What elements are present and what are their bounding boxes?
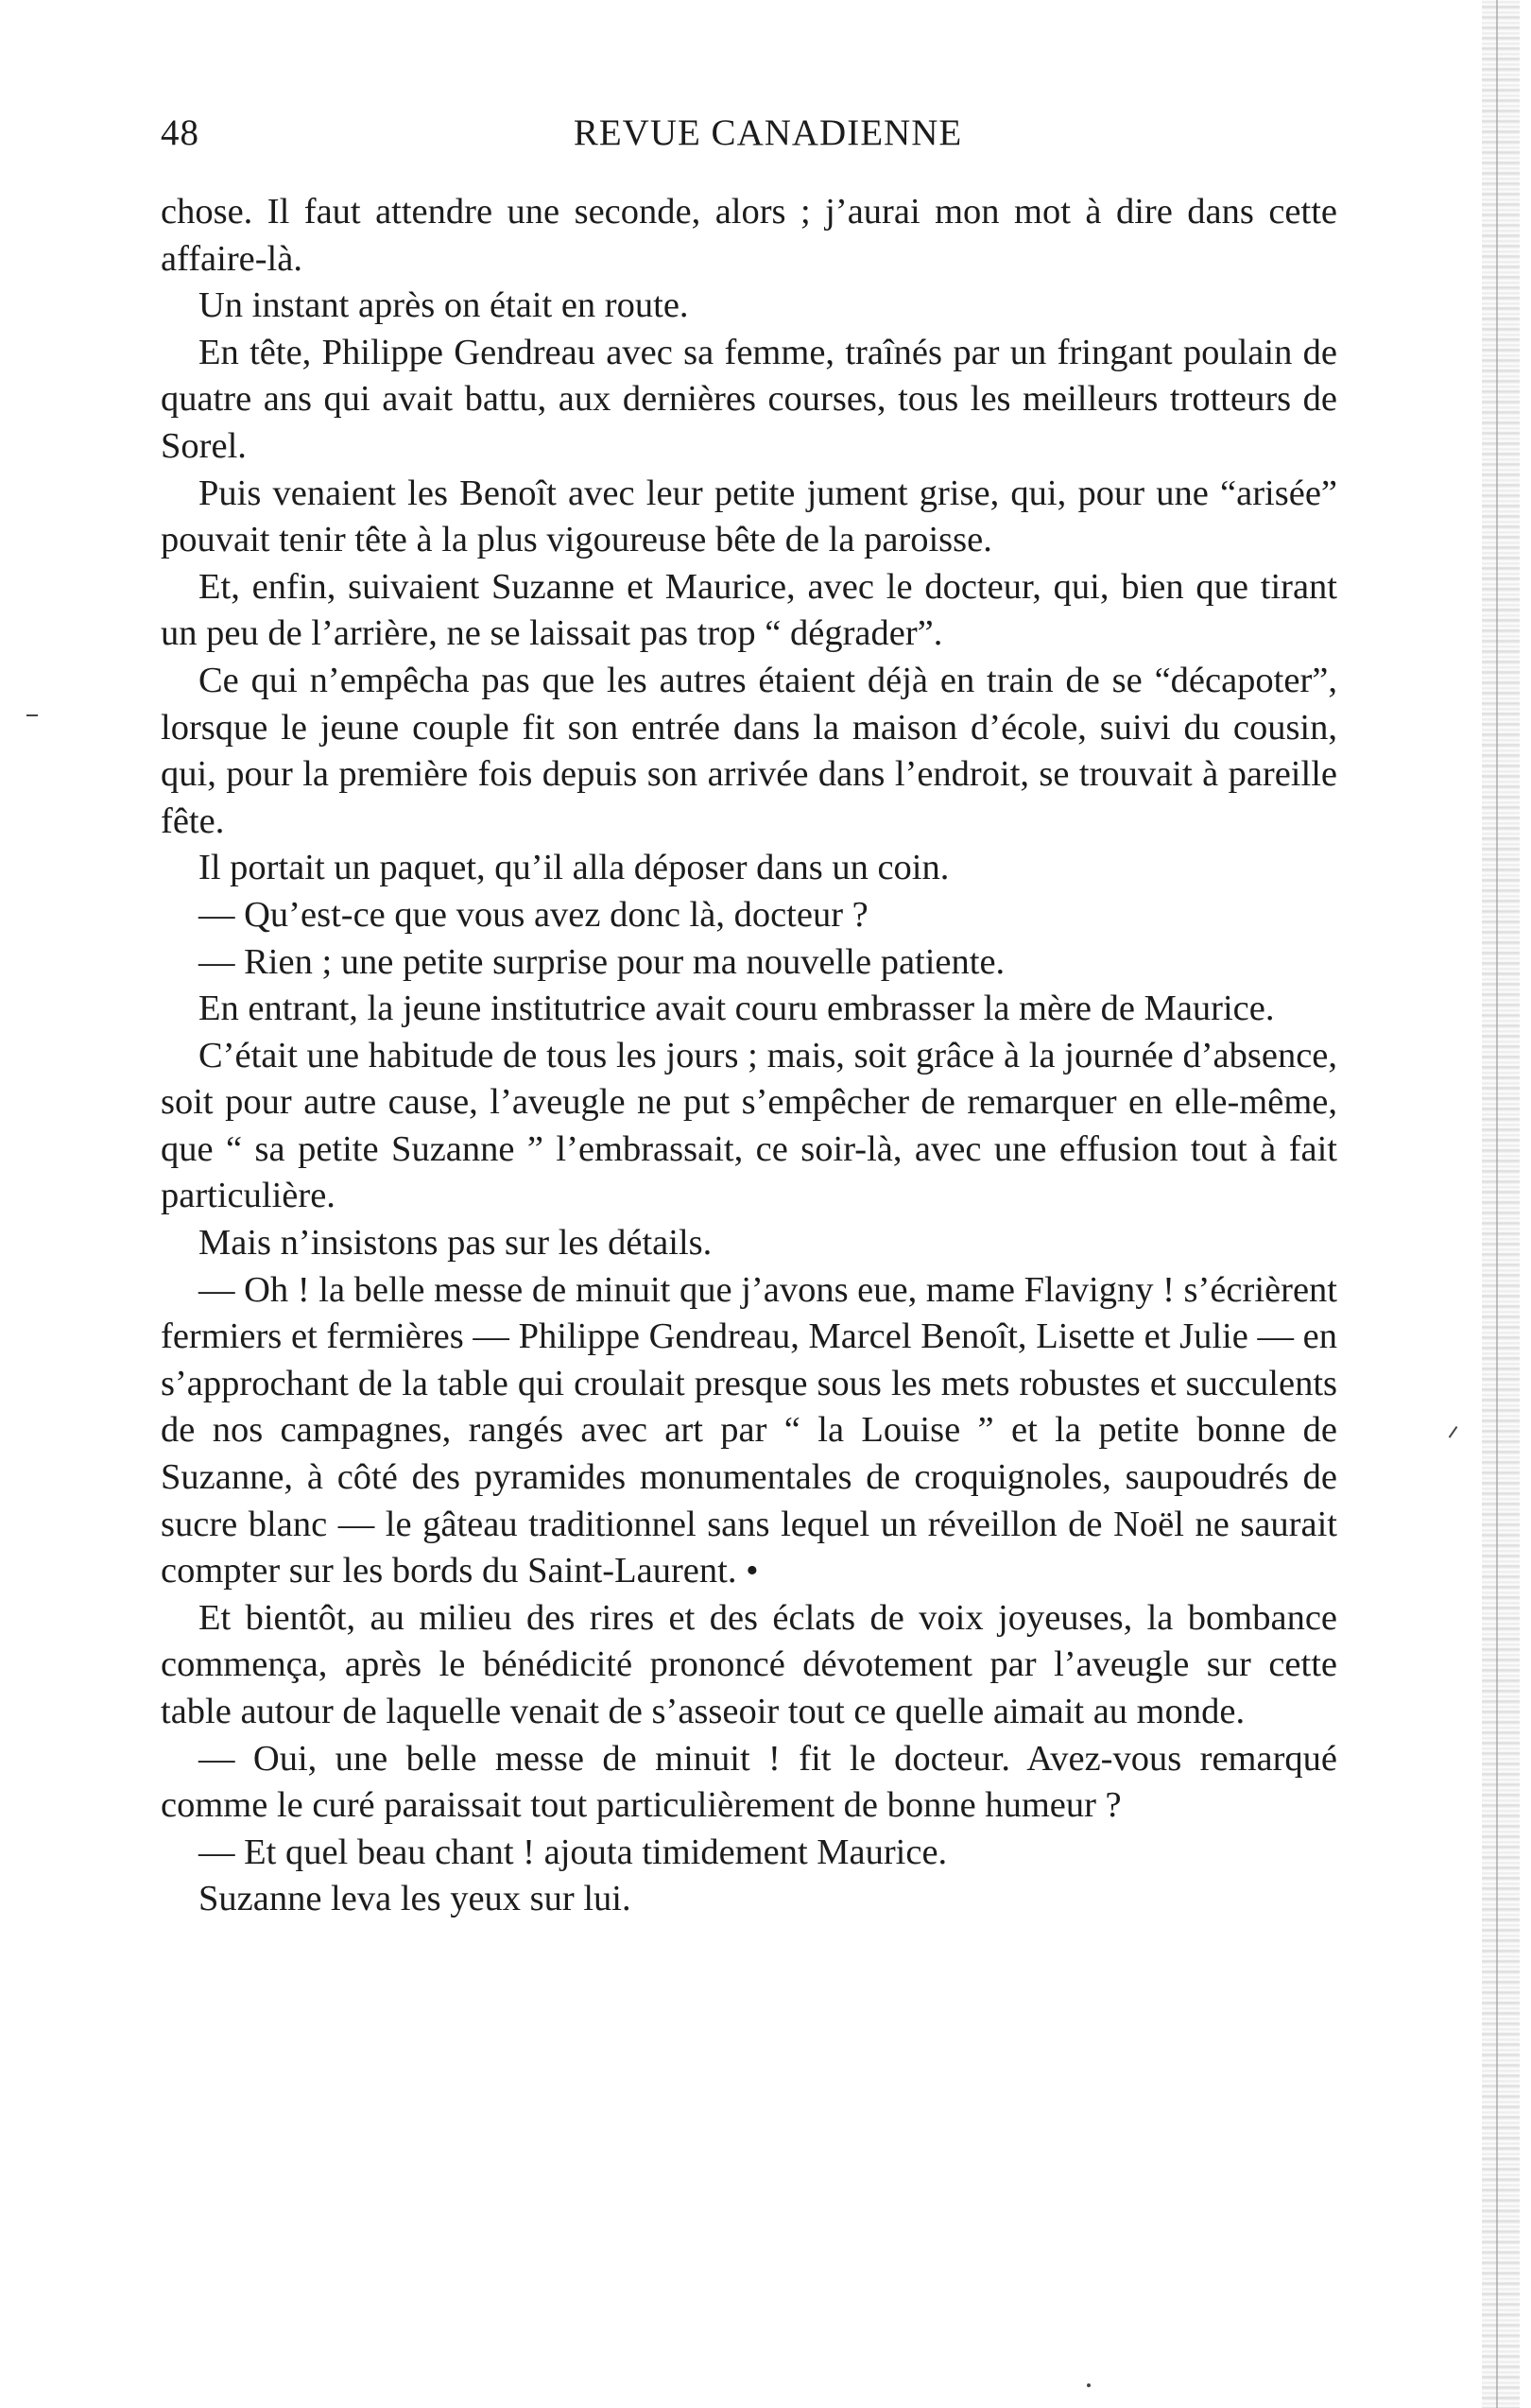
dialogue-line: — Qu’est-ce que vous avez donc là, docteur ? [198, 894, 869, 935]
paragraph: En tête, Philippe Gendreau avec sa femme, traînés par un fringant poulain de quatre ans qui avait battu, aux dernières courses, tous les meilleurs trotteurs de Sorel. [161, 332, 1337, 466]
stray-mark-left [26, 714, 38, 716]
paragraph: Mais n’insistons pas sur les détails. [198, 1223, 713, 1264]
paragraph: Il portait un paquet, qu’il alla déposer dans un coin. [198, 848, 950, 888]
paragraph: Et bientôt, au milieu des rires et des éclats de voix joyeuses, la bombance commença, après le bénédicité prononcé dévotement par l’aveugle sur cette table autour de laquelle venait de s’asseoir tout ce quelle aimait au monde. [161, 1597, 1337, 1731]
journal-title: REVUE CANADIENNE [573, 112, 963, 153]
running-head [161, 112, 1337, 159]
paragraph-continued: chose. Il faut attendre une seconde, alors ; j’aurai mon mot à dire dans cette affaire-là. [161, 192, 1337, 279]
body-text [161, 189, 1337, 1923]
stray-mark-right [1449, 1426, 1463, 1441]
stray-mark-bottom [1087, 2383, 1091, 2387]
scan-edge-noise [1482, 0, 1520, 2408]
paragraph: Ce qui n’empêcha pas que les autres étaient déjà en train de se “décapoter”, lorsque le jeune couple fit son entrée dans la maison d’école, suivi du cousin, qui, pour la première fois depuis son arrivée dans l’endroit, se trouvait à pareille fête. [161, 660, 1337, 841]
page-number: 48 [161, 112, 199, 153]
dialogue-line: — Rien ; une petite surprise pour ma nouvelle patiente. [198, 941, 1006, 982]
dialogue-line: — Oh ! la belle messe de minuit que j’avons eue, mame Flavigny ! s’écrièrent fermiers et fermières — Philippe Gendreau, Marcel Benoît, Lisette et Julie — en s’approchant de la table qui croulait presque sous les mets robustes et succulents de nos campagnes, rangés avec art par “ la Louise ” et la petite bonne de Suzanne, à côté des pyramides monumentales de croquignoles, saupoudrés de sucre blanc — le gâteau traditionnel sans lequel un réveillon de Noël ne saurait compter sur les bords du Saint-Laurent. • [161, 1269, 1337, 1591]
paragraph: Puis venaient les Benoît avec leur petite jument grise, qui, pour une “arisée” pouvait tenir tête à la plus vigoureuse bête de la paroisse. [161, 473, 1337, 560]
dialogue-line: — Et quel beau chant ! ajouta timidement Maurice. [198, 1832, 948, 1872]
paragraph: En entrant, la jeune institutrice avait couru embrasser la mère de Maurice. [198, 989, 1275, 1029]
dialogue-line: — Oui, une belle messe de minuit ! fit le docteur. Avez-vous remarqué comme le curé paraissait tout particulièrement de bonne humeur ? [161, 1738, 1337, 1826]
paragraph: Un instant après on était en route. [198, 285, 689, 326]
paragraph: Suzanne leva les yeux sur lui. [198, 1879, 631, 1919]
paragraph: C’était une habitude de tous les jours ; mais, soit grâce à la journée d’absence, soit pour autre cause, l’aveugle ne put s’empêcher de remarquer en elle-même, que “ sa petite Suzanne ” l’embrassait, ce soir-là, avec une effusion tout à fait particulière. [161, 1035, 1337, 1216]
scan-edge-line [1496, 0, 1498, 2408]
paragraph: Et, enfin, suivaient Suzanne et Maurice, avec le docteur, qui, bien que tirant un peu de l’arrière, ne se laissait pas trop “ dégrader”. [161, 566, 1337, 654]
